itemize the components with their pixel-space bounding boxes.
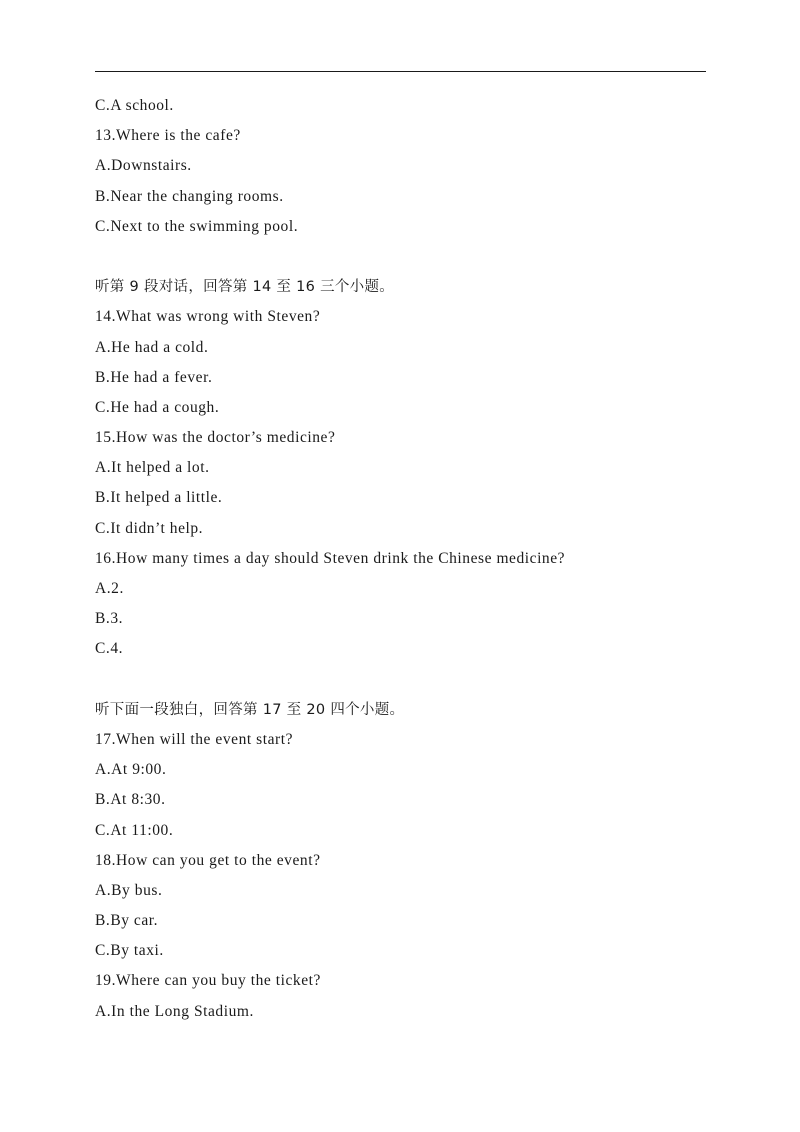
section-gap	[95, 668, 715, 698]
option-15-a: A.It helped a lot.	[95, 459, 210, 477]
option-17-a: A.At 9:00.	[95, 761, 167, 779]
section-heading-monologue: 听下面一段独白，回答第 17 至 20 四个小题。	[95, 701, 405, 718]
option-18-a: A.By bus.	[95, 881, 163, 899]
page-content	[95, 94, 715, 1030]
option-13-a: A.Downstairs.	[95, 157, 192, 175]
option-14-a: A.He had a cold.	[95, 338, 209, 356]
question-19: 19.Where can you buy the ticket?	[95, 972, 321, 990]
question-13: 13.Where is the cafe?	[95, 127, 241, 145]
option-18-c: C.By taxi.	[95, 942, 164, 960]
option-16-b: B.3.	[95, 610, 124, 628]
option-19-a: A.In the Long Stadium.	[95, 1002, 254, 1020]
option-16-c: C.4.	[95, 640, 124, 658]
question-15: 15.How was the doctor’s medicine?	[95, 429, 336, 447]
option-15-b: B.It helped a little.	[95, 489, 223, 507]
question-16: 16.How many times a day should Steven drink the Chinese medicine?	[95, 549, 566, 567]
option-15-c: C.It didn’t help.	[95, 519, 204, 537]
option-16-a: A.2.	[95, 580, 124, 597]
option-17-b: B.At 8:30.	[95, 791, 166, 809]
option-13-b: B.Near the changing rooms.	[95, 187, 284, 205]
section-gap	[95, 245, 715, 275]
header-rule	[95, 71, 706, 72]
option-14-b: B.He had a fever.	[95, 368, 213, 386]
option-14-c: C.He had a cough.	[95, 398, 220, 416]
option-18-b: B.By car.	[95, 912, 159, 930]
option-12-c: C.A school.	[95, 97, 174, 114]
question-17: 17.When will the event start?	[95, 730, 294, 748]
option-17-c: C.At 11:00.	[95, 821, 174, 839]
option-13-c: C.Next to the swimming pool.	[95, 217, 299, 235]
question-18: 18.How can you get to the event?	[95, 851, 321, 869]
section-heading-dialogue-9: 听第 9 段对话，回答第 14 至 16 三个小题。	[95, 279, 395, 296]
question-14: 14.What was wrong with Steven?	[95, 308, 321, 326]
